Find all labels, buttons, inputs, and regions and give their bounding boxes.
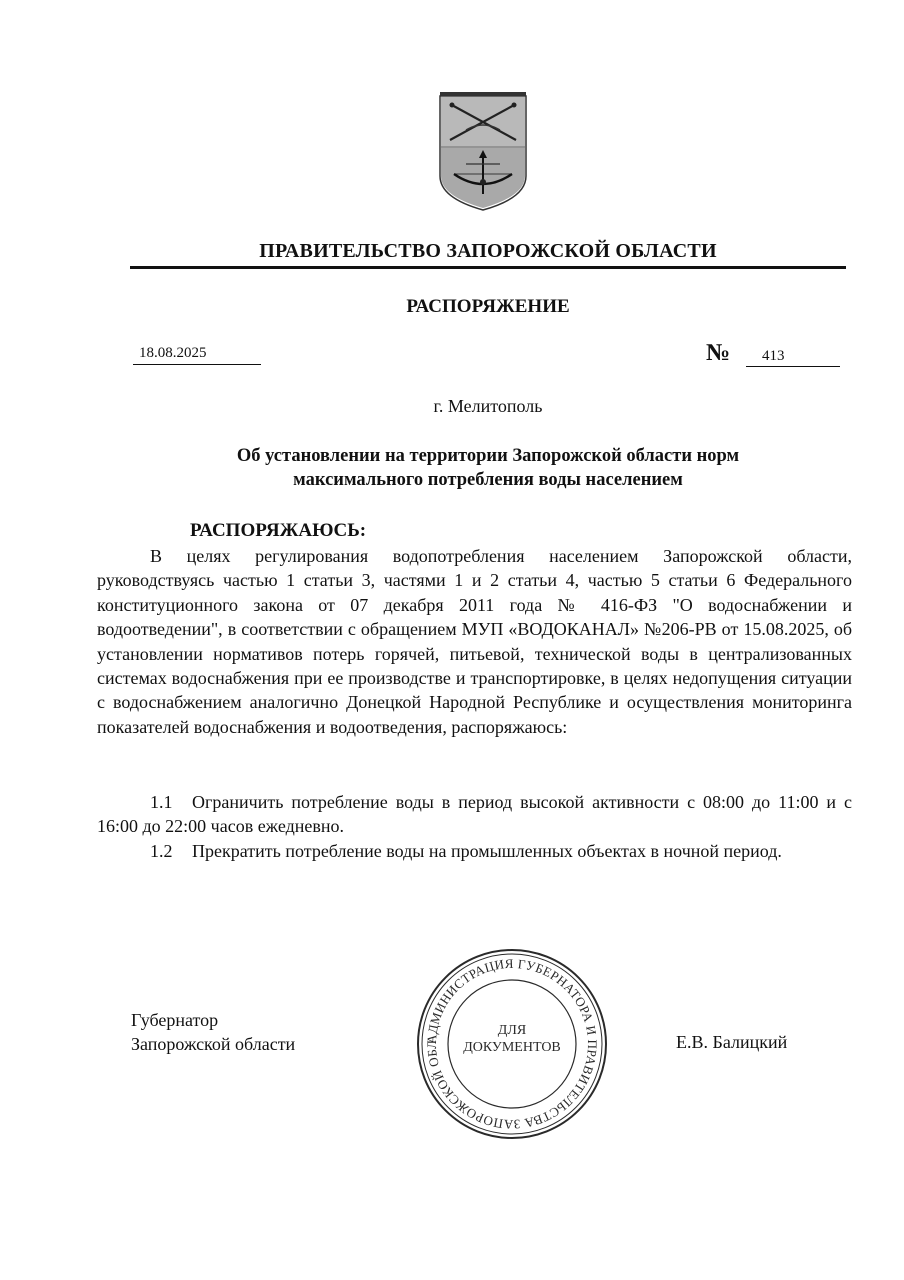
- header-rule: [130, 266, 846, 269]
- official-stamp: [414, 946, 610, 1142]
- city: г. Мелитополь: [433, 396, 543, 416]
- signer-position-line-2: Запорожской области: [131, 1034, 296, 1054]
- organization-title: ПРАВИТЕЛЬСТВО ЗАПОРОЖСКОЙ ОБЛАСТИ: [259, 240, 717, 262]
- list-item: [97, 790, 852, 839]
- document-date: 18.08.2025: [133, 345, 261, 365]
- subject-line-2: максимального потребления воды населением: [293, 470, 683, 490]
- document-number: 413: [746, 348, 840, 367]
- coat-of-arms-icon: [436, 90, 530, 212]
- stamp-center-line-2: ДОКУМЕНТОВ: [463, 1040, 561, 1055]
- signer-name: Е.В. Балицкий: [676, 1032, 788, 1052]
- stamp-center: [414, 1022, 610, 1056]
- stamp-ring-text: АДМИНИСТРАЦИЯ ГУБЕРНАТОРА И ПРАВИТЕЛЬСТВА ЗАПОРОЖСКОЙ ОБЛ: [423, 955, 601, 1133]
- item-number: 1.2: [150, 841, 173, 861]
- document-subject: [130, 444, 846, 492]
- list-item: [97, 839, 852, 863]
- item-text: Ограничить потребление воды в период высокой активности с 08:00 до 11:00 и с 16:00 до 22:00 часов ежедневно.: [97, 792, 852, 837]
- signer-position: [131, 1008, 295, 1056]
- directive-heading: РАСПОРЯЖАЮСЬ:: [190, 520, 367, 541]
- item-number: 1.1: [150, 792, 173, 812]
- subject-line-1: Об установлении на территории Запорожской области норм: [236, 446, 740, 466]
- item-text: Прекратить потребление воды на промышленных объектах в ночной период.: [192, 841, 782, 861]
- stamp-center-line-1: ДЛЯ: [497, 1023, 527, 1038]
- document-type: РАСПОРЯЖЕНИЕ: [406, 296, 570, 317]
- number-sign: №: [706, 340, 731, 366]
- preamble-paragraph: В целях регулирования водопотребления населением Запорожской области, руководствуясь частью 1 статьи 3, частями 1 и 2 статьи 4, частью 5 статьи 6 Федерального конституционного закона от 07 декабря 2011 года № 416-ФЗ "О водоснабжении и водоотведении", в соответствии с обращением МУП «ВОДОКАНАЛ» №206-РВ от 15.08.2025, об установлении нормативов потерь горячей, питьевой, технической воды в централизованных системах водоснабжения при ее производстве и транспортировке, в целях недопущения ситуации с водоснабжением аналогично Донецкой Народной Республике и осуществления мониторинга показателей водоснабжения и водоотведения, распоряжаюсь:: [97, 546, 852, 737]
- signer-position-line-1: Губернатор: [131, 1010, 219, 1030]
